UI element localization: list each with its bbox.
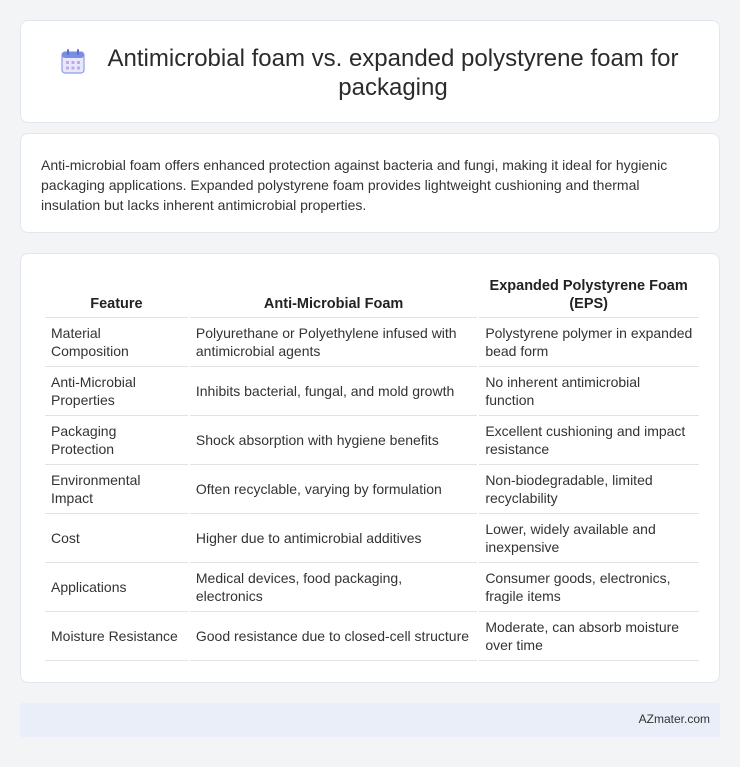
summary-card bbox=[20, 133, 720, 233]
row-feature-cell: Environmental Impact bbox=[44, 464, 189, 513]
comparison-card bbox=[20, 253, 720, 683]
table-row bbox=[44, 464, 699, 513]
table-row bbox=[44, 611, 699, 660]
title-row bbox=[21, 21, 719, 102]
comparison-table bbox=[43, 274, 699, 661]
row-antimicrobial-cell: Shock absorption with hygiene benefits bbox=[189, 415, 478, 464]
row-feature-cell: Applications bbox=[44, 562, 189, 611]
row-antimicrobial-cell: Medical devices, food packaging, electronics bbox=[189, 562, 478, 611]
row-eps-cell: No inherent antimicrobial function bbox=[478, 366, 699, 415]
row-antimicrobial-cell: Higher due to antimicrobial additives bbox=[189, 513, 478, 562]
row-eps-cell: Consumer goods, electronics, fragile items bbox=[478, 562, 699, 611]
table-row bbox=[44, 317, 699, 366]
row-feature-cell: Cost bbox=[44, 513, 189, 562]
row-feature-cell: Material Composition bbox=[44, 317, 189, 366]
page-title: Antimicrobial foam vs. expanded polystyrene foam for packaging bbox=[107, 45, 679, 101]
table-row bbox=[44, 415, 699, 464]
row-eps-cell: Moderate, can absorb moisture over time bbox=[478, 611, 699, 660]
table-row bbox=[44, 562, 699, 611]
footer-site-label: AZmater.com bbox=[638, 712, 710, 726]
row-feature-cell: Moisture Resistance bbox=[44, 611, 189, 660]
row-antimicrobial-cell: Good resistance due to closed-cell structure bbox=[189, 611, 478, 660]
column-header-eps: Expanded Polystyrene Foam (EPS) bbox=[478, 274, 699, 317]
row-eps-cell: Lower, widely available and inexpensive bbox=[478, 513, 699, 562]
row-feature-cell: Packaging Protection bbox=[44, 415, 189, 464]
row-eps-cell: Polystyrene polymer in expanded bead form bbox=[478, 317, 699, 366]
row-antimicrobial-cell: Often recyclable, varying by formulation bbox=[189, 464, 478, 513]
row-eps-cell: Excellent cushioning and impact resistance bbox=[478, 415, 699, 464]
table-header-row bbox=[44, 274, 699, 317]
title-card bbox=[20, 20, 720, 123]
row-feature-cell: Anti-Microbial Properties bbox=[44, 366, 189, 415]
column-header-anti-microbial-foam: Anti-Microbial Foam bbox=[189, 274, 478, 317]
row-eps-cell: Non-biodegradable, limited recyclability bbox=[478, 464, 699, 513]
column-header-feature: Feature bbox=[44, 274, 189, 317]
table-row bbox=[44, 366, 699, 415]
footer-bar bbox=[20, 703, 720, 737]
calendar-icon bbox=[61, 48, 85, 74]
row-antimicrobial-cell: Inhibits bacterial, fungal, and mold growth bbox=[189, 366, 478, 415]
summary-text: Anti-microbial foam offers enhanced protection against bacteria and fungi, making it ideal for hygienic packaging applications. Expanded polystyrene foam provides lightweight cushioning and thermal insulation but lacks inherent antimicrobial properties. bbox=[41, 157, 668, 213]
row-antimicrobial-cell: Polyurethane or Polyethylene infused with antimicrobial agents bbox=[189, 317, 478, 366]
table-row bbox=[44, 513, 699, 562]
